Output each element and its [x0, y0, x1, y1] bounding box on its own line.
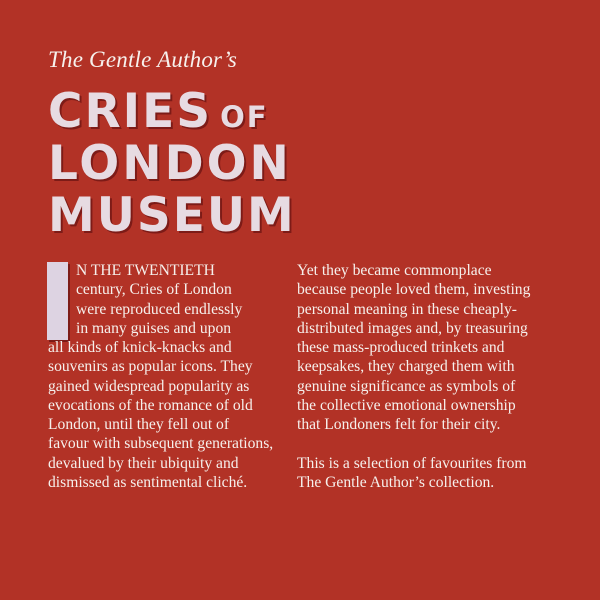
text-line: dismissed as sentimental cliché.: [48, 473, 248, 491]
text-line: the collective emotional ownership: [297, 396, 516, 414]
text-line: because people loved them, investing: [297, 281, 531, 299]
text-line: genuine significance as symbols of: [297, 377, 516, 395]
text-line: evocations of the romance of old: [48, 396, 253, 414]
text-line: personal meaning in these cheaply-: [297, 300, 517, 318]
text-line: Yet they became commonplace: [297, 262, 492, 279]
title-line-1: [48, 84, 269, 139]
text-line: This is a selection of favourites from: [297, 454, 527, 472]
text-line: were reproduced endlessly: [76, 300, 243, 318]
body-column-2: [297, 261, 530, 492]
text-line: keepsakes, they charged them with: [297, 358, 515, 376]
text-line: in many guises and upon: [76, 319, 232, 337]
text-line: gained widespread popularity as: [48, 377, 250, 395]
text-line: devalued by their ubiquity and: [48, 454, 239, 472]
title-line-3: MUSEUM: [48, 188, 296, 243]
text-line: The Gentle Author’s collection.: [297, 473, 495, 491]
text-line: all kinds of knick-knacks and: [48, 339, 232, 356]
paragraph-gap: [297, 434, 530, 453]
text-line: London, until they fell out of: [48, 416, 230, 433]
text-line: N THE TWENTIETH: [76, 262, 215, 279]
title-word-of: OF: [220, 100, 269, 134]
title-line-2: LONDON: [48, 136, 292, 191]
text-line: favour with subsequent generations,: [48, 435, 274, 453]
text-line: distributed images and, by treasuring: [297, 319, 528, 337]
subtitle: The Gentle Author’s: [48, 47, 238, 72]
body-column-1: [48, 261, 273, 492]
text-line: that Londoners felt for their city.: [297, 416, 501, 433]
text-line: souvenirs as popular icons. They: [48, 358, 253, 376]
title-word-cries: CRIES: [48, 84, 213, 139]
text-line: century, Cries of London: [76, 281, 232, 299]
text-line: these mass-produced trinkets and: [297, 339, 505, 356]
